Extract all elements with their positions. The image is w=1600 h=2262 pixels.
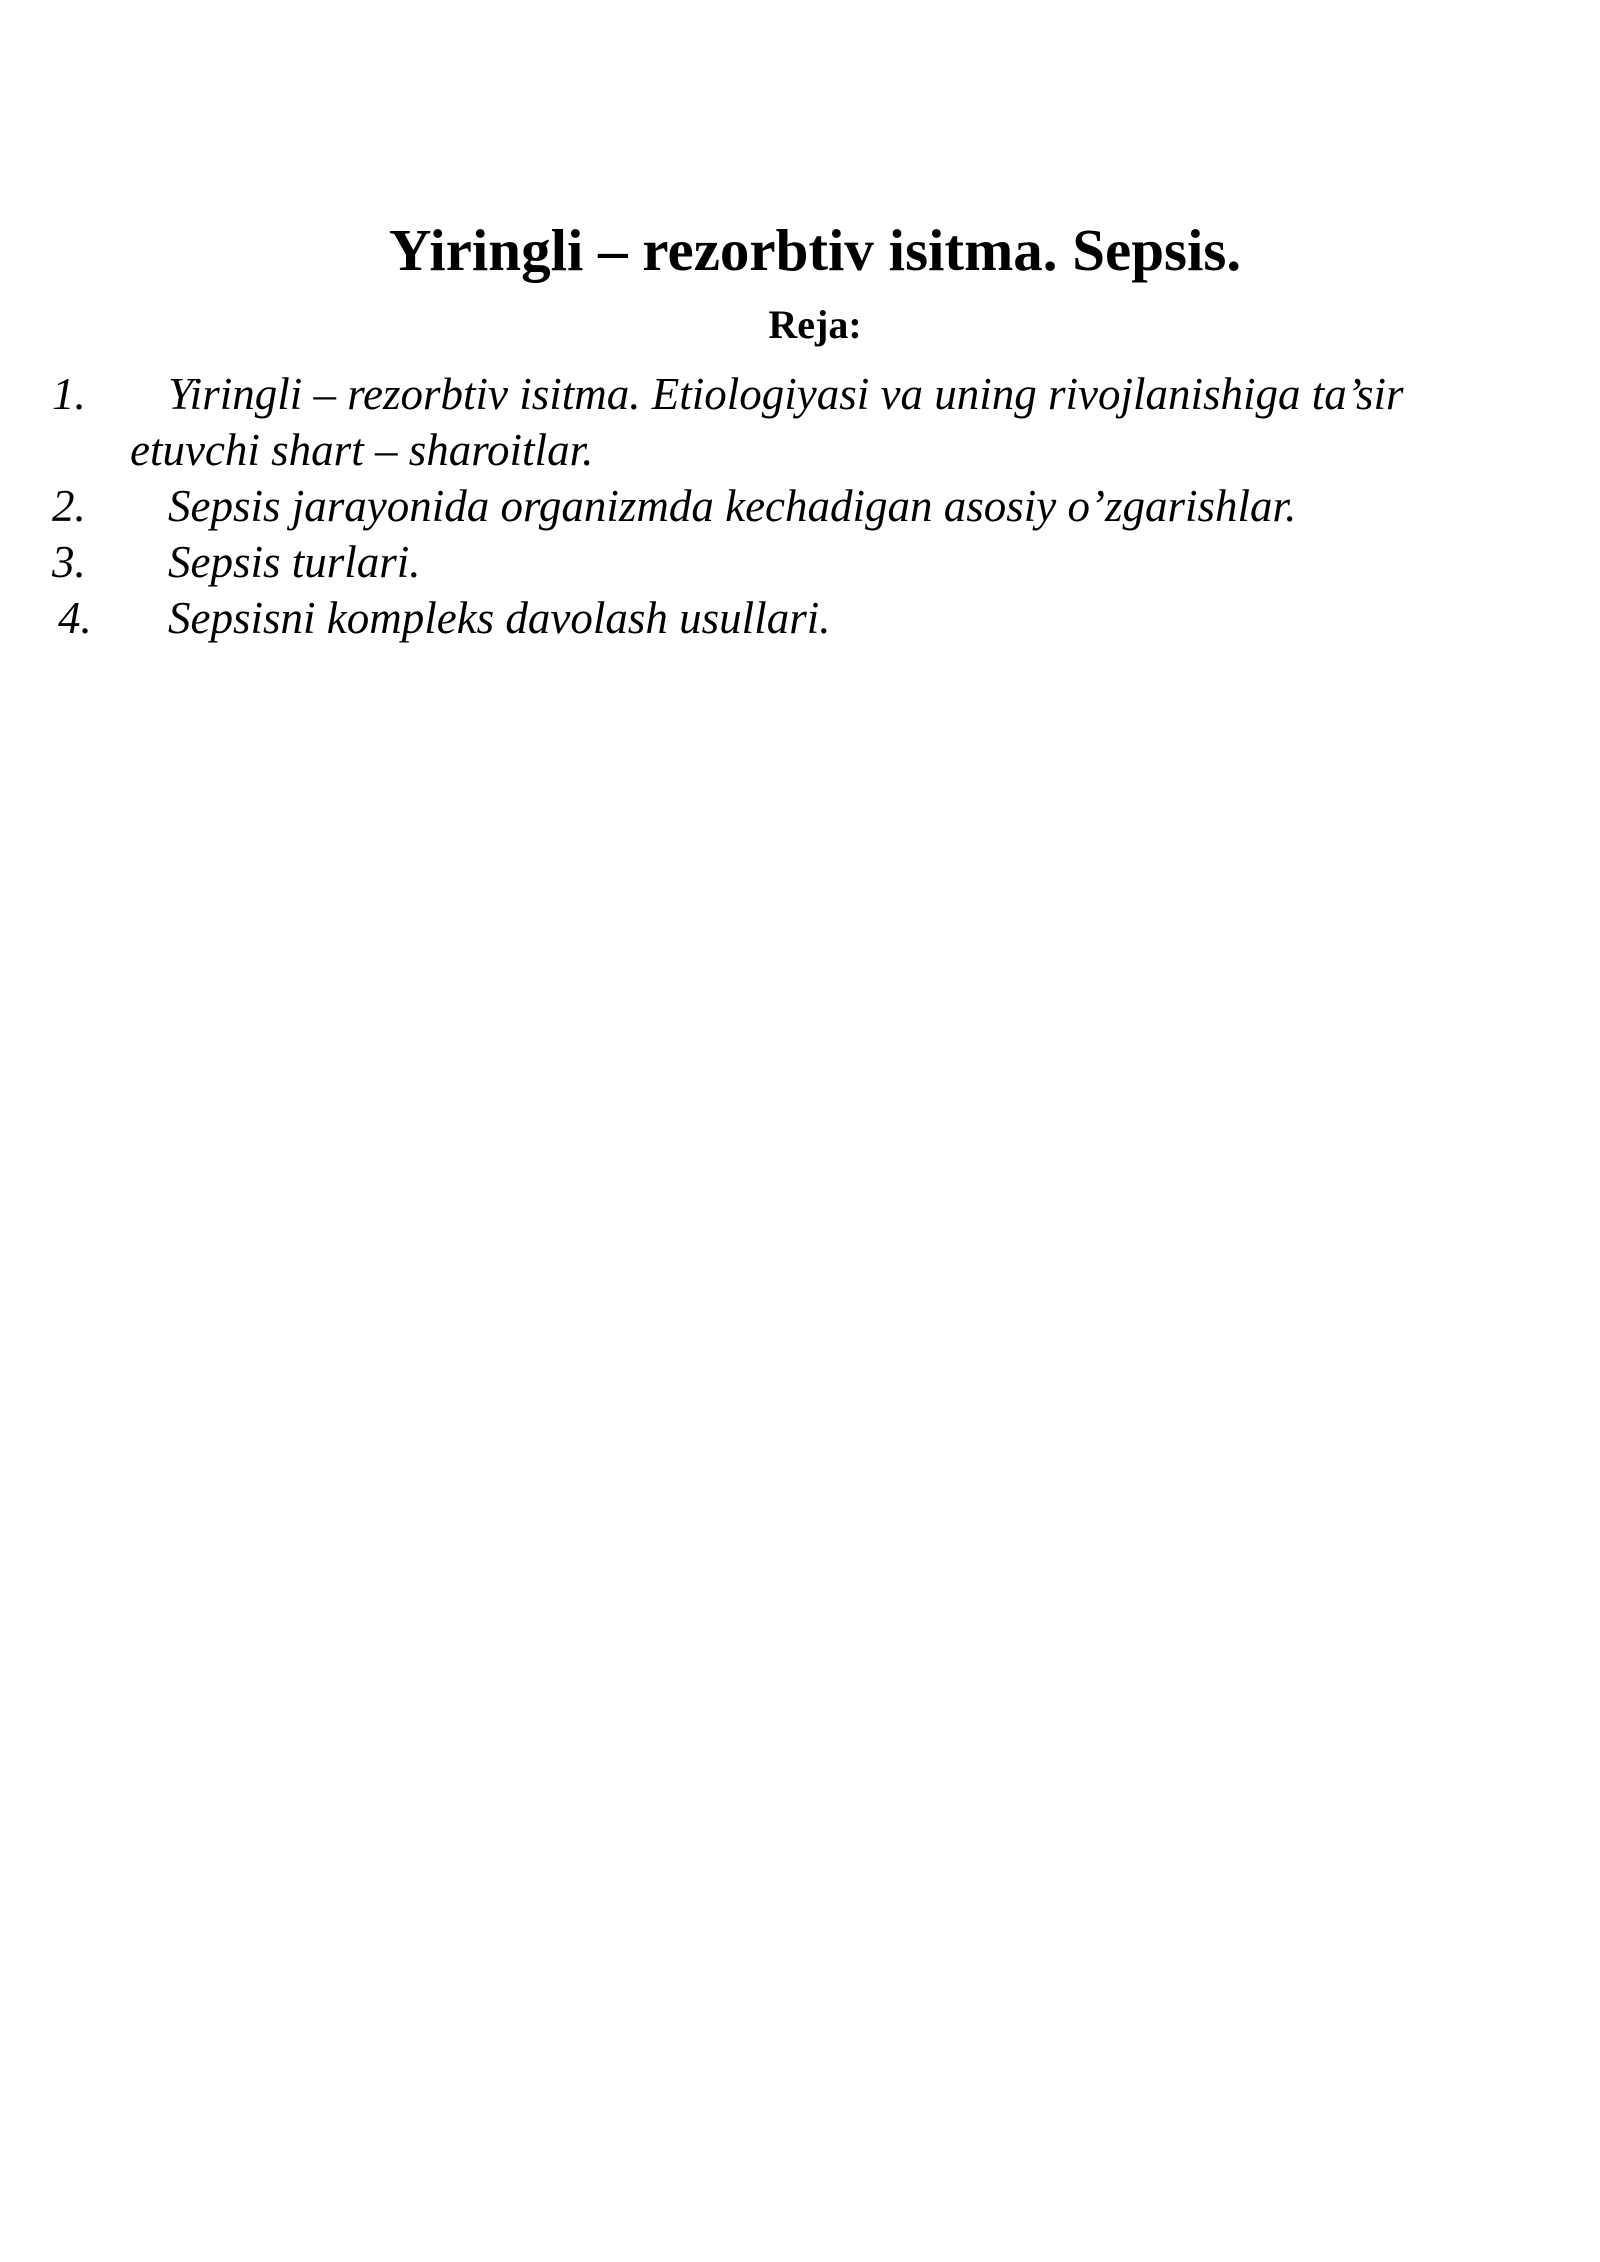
list-item-text: Yiringli – rezorbtiv isitma. Etiologiyasi va uning rivojlanishiga ta’sir etuvchi shart – sharoitlar. (130, 369, 1404, 475)
list-item-text: Sepsisni kompleks davolash usullari. (168, 593, 831, 643)
list-item-number: 2. (52, 481, 86, 531)
plan-list (0, 366, 1600, 646)
list-item (0, 590, 1600, 646)
list-item (0, 534, 1600, 590)
list-item (0, 478, 1600, 534)
list-item-text: Sepsis turlari. (168, 537, 421, 587)
list-item-number: 4. (58, 593, 92, 643)
document-title: Yiringli – rezorbtiv isitma. Sepsis. (388, 217, 1242, 283)
list-item (0, 366, 1600, 478)
list-item-text: Sepsis jarayonida organizmda kechadigan asosiy o’zgarishlar. (168, 481, 1297, 531)
plan-heading: Reja: (768, 302, 862, 347)
list-item-number: 3. (52, 537, 86, 587)
list-item-number: 1. (52, 369, 86, 419)
